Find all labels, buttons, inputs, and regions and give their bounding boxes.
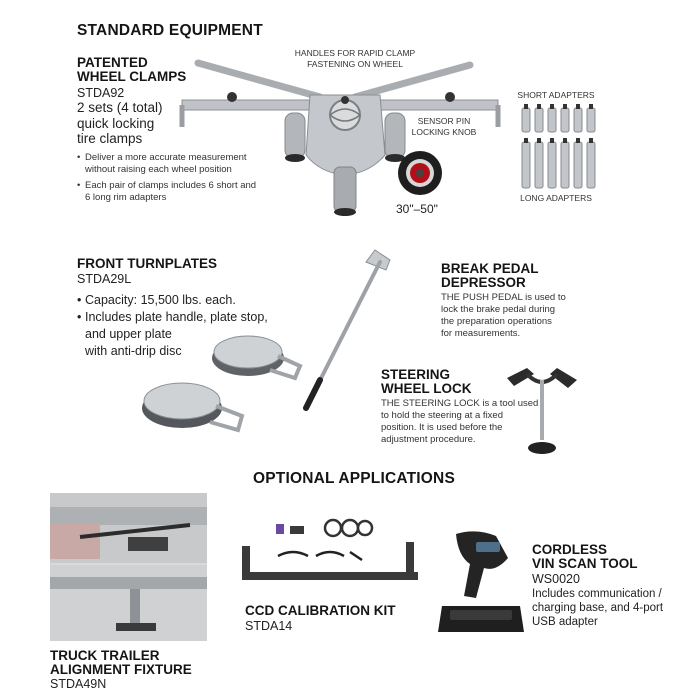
clamps-desc-line: quick locking bbox=[77, 115, 155, 131]
handles-callout: HANDLES FOR RAPID CLAMP FASTENING ON WHEEL bbox=[294, 48, 416, 69]
truck-trailer-photo bbox=[50, 493, 207, 641]
turnplates-bullet: • Capacity: 15,500 lbs. each. bbox=[77, 292, 268, 309]
optional-applications-heading: OPTIONAL APPLICATIONS bbox=[253, 470, 455, 487]
long-adapters-image bbox=[520, 138, 600, 190]
clamps-code: STDA92 bbox=[77, 86, 125, 100]
ccd-code: STDA14 bbox=[245, 619, 293, 633]
clamps-desc-line: tire clamps bbox=[77, 131, 143, 146]
steering-lock-image bbox=[502, 360, 582, 460]
standard-equipment-heading: STANDARD EQUIPMENT bbox=[77, 22, 263, 39]
short-adapters-image bbox=[520, 104, 600, 138]
clamps-bullet: • Each pair of clamps includes 6 short and 6 long rim adapters bbox=[77, 180, 287, 204]
brake-title: BREAK PEDAL DEPRESSOR bbox=[441, 261, 539, 290]
ccd-kit-image bbox=[238, 514, 438, 594]
turnplates-image bbox=[130, 330, 310, 440]
short-adapters-label: SHORT ADAPTERS bbox=[517, 90, 595, 100]
clamps-title bbox=[77, 56, 186, 84]
steering-description: THE STEERING LOCK is a tool used to hold the steering at a fixed position. It is used before the adjustment procedure. bbox=[381, 398, 539, 445]
turnplates-title: FRONT TURNPLATES bbox=[77, 256, 217, 271]
clamps-desc-line: 2 sets (4 total) bbox=[77, 100, 163, 115]
truck-trailer-image bbox=[50, 493, 207, 641]
clamps-description bbox=[77, 100, 163, 147]
turnplates-bullet: • Includes plate handle, plate stop, and upper plate with anti-drip disc bbox=[77, 309, 268, 360]
vin-description: Includes communication / charging base, and 4-port USB adapter bbox=[532, 588, 664, 628]
wheel-icon bbox=[397, 150, 443, 196]
ccd-title: CCD CALIBRATION KIT bbox=[245, 603, 396, 618]
wheel-range: 30"–50" bbox=[396, 202, 438, 216]
vin-scanner-image bbox=[436, 528, 526, 638]
brake-depressor-image bbox=[300, 240, 390, 410]
wheel-clamp-image bbox=[180, 55, 510, 235]
trailer-title: TRUCK TRAILER ALIGNMENT FIXTURE bbox=[50, 648, 192, 677]
trailer-code: STDA49N bbox=[50, 677, 107, 691]
steering-title: STEERING WHEEL LOCK bbox=[381, 367, 472, 396]
sensor-callout: SENSOR PIN LOCKING KNOB bbox=[411, 116, 477, 137]
clamps-title-line1: PATENTED bbox=[77, 55, 148, 70]
vin-code: WS0020 bbox=[532, 572, 580, 586]
turnplates-code: STDA29L bbox=[77, 272, 132, 286]
vin-title: CORDLESS VIN SCAN TOOL bbox=[532, 542, 638, 571]
long-adapters-label: LONG ADAPTERS bbox=[520, 193, 592, 203]
clamps-bullet: • Deliver a more accurate measurement without raising each wheel position bbox=[77, 152, 287, 176]
brake-description: THE PUSH PEDAL is used to lock the brake pedal during the preparation operations for measurements. bbox=[441, 292, 566, 339]
clamps-title-line2: WHEEL CLAMPS bbox=[77, 69, 187, 84]
